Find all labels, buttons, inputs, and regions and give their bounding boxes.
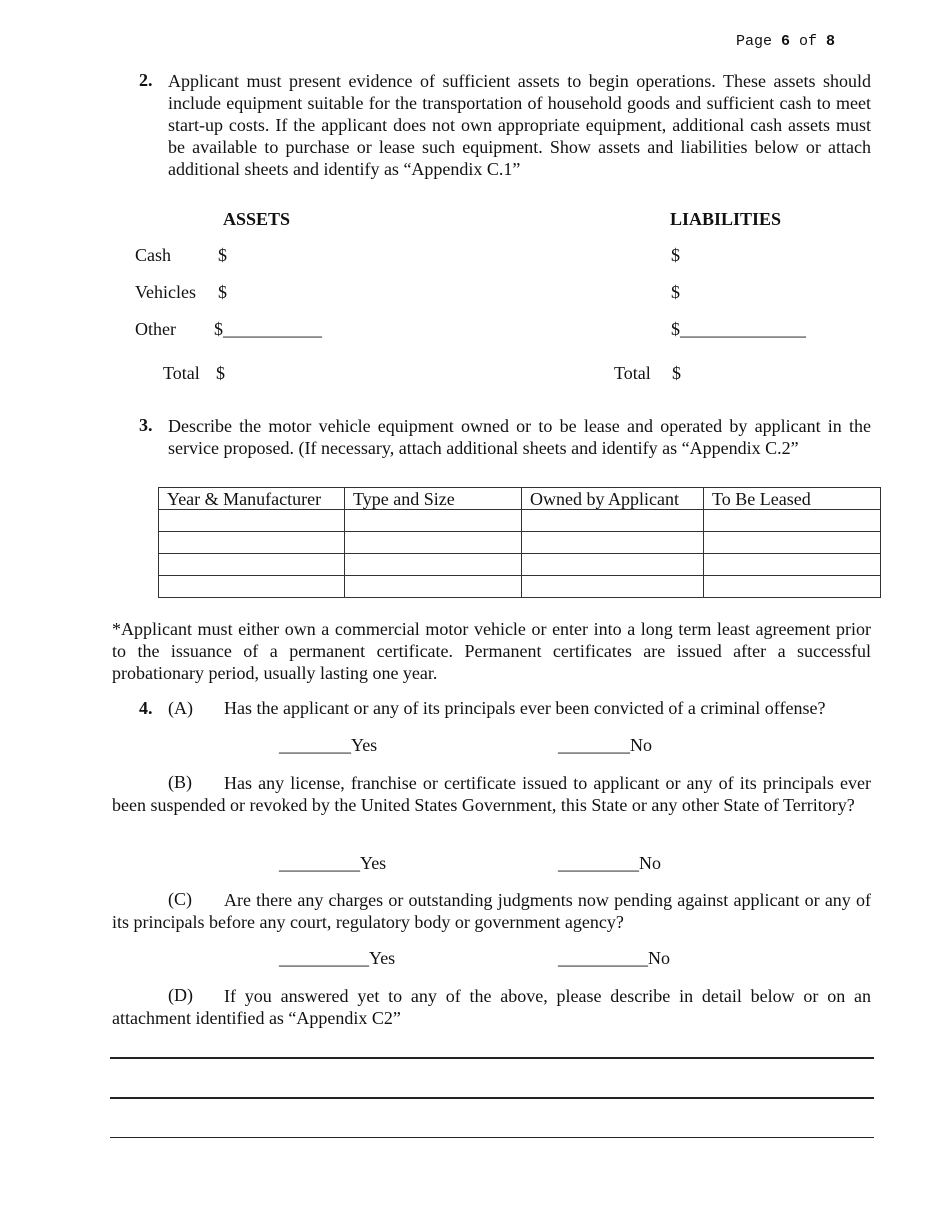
table-cell[interactable] bbox=[704, 576, 881, 598]
section-3-text: Describe the motor vehicle equipment owned or to be lease and operated by applicant in the service proposed. (If necessary, attach additional sheets and identify as “Appendix C.2” bbox=[168, 416, 871, 458]
liabilities-heading: LIABILITIES bbox=[670, 209, 782, 229]
table-row bbox=[159, 576, 881, 598]
table-cell[interactable] bbox=[704, 554, 881, 576]
table-cell[interactable] bbox=[704, 532, 881, 554]
table-row bbox=[159, 532, 881, 554]
table-cell[interactable] bbox=[704, 510, 881, 532]
cash-value-field[interactable]: $ bbox=[218, 245, 227, 265]
question-b-no-field[interactable]: _________No bbox=[558, 853, 661, 873]
liabilities-total-label: Total bbox=[614, 363, 651, 383]
column-header: Owned by Applicant bbox=[522, 488, 704, 510]
question-a-text: Has the applicant or any of its principals ever been convicted of a criminal offense? bbox=[224, 698, 826, 718]
other-value-field[interactable]: $___________ bbox=[214, 319, 322, 339]
table-cell[interactable] bbox=[345, 510, 522, 532]
table-cell[interactable] bbox=[159, 554, 345, 576]
answer-line-2[interactable] bbox=[110, 1097, 874, 1099]
section-2-text: Applicant must present evidence of sufficient assets to begin operations. These assets should include equipment suitable for the transportation of household goods and sufficient cash to meet start-up costs. If the applicant does not own appropriate equipment, additional cash assets must be available to purchase or lease such equipment. Show assets and liabilities below or attach additional sheets and identify as “Appendix C.1” bbox=[168, 71, 871, 179]
table-cell[interactable] bbox=[159, 510, 345, 532]
question-a-no-field[interactable]: ________No bbox=[558, 735, 652, 755]
table-row bbox=[159, 554, 881, 576]
column-header: To Be Leased bbox=[704, 488, 881, 510]
cash-label: Cash bbox=[135, 245, 171, 265]
liability-line-2-field[interactable]: $ bbox=[671, 282, 680, 302]
question-a-yes-field[interactable]: ________Yes bbox=[279, 735, 378, 755]
question-d-text: If you answered yet to any of the above, please describe in detail below or on an attachment identified as “Appendix C2” bbox=[112, 986, 871, 1028]
table-header-row bbox=[159, 488, 881, 510]
question-c-label: (C) bbox=[168, 889, 192, 909]
vehicles-label: Vehicles bbox=[135, 282, 196, 302]
assets-heading: ASSETS bbox=[223, 209, 291, 229]
table-cell[interactable] bbox=[159, 576, 345, 598]
column-header: Year & Manufacturer bbox=[159, 488, 345, 510]
table-cell[interactable] bbox=[159, 532, 345, 554]
equipment-table bbox=[158, 487, 881, 598]
other-label: Other bbox=[135, 319, 176, 339]
liabilities-total-field[interactable]: $ bbox=[672, 363, 681, 383]
answer-line-1[interactable] bbox=[110, 1057, 874, 1059]
section-2-number: 2. bbox=[139, 70, 153, 90]
vehicles-value-field[interactable]: $ bbox=[218, 282, 227, 302]
table-cell[interactable] bbox=[522, 510, 704, 532]
section-4-number: 4. bbox=[139, 698, 153, 718]
assets-total-label: Total bbox=[163, 363, 200, 383]
table-cell[interactable] bbox=[345, 554, 522, 576]
table-cell[interactable] bbox=[345, 576, 522, 598]
table-cell[interactable] bbox=[522, 554, 704, 576]
page-number: Page 6 of 8 bbox=[736, 33, 836, 50]
section-3-number: 3. bbox=[139, 415, 153, 435]
liability-line-3-field[interactable]: $______________ bbox=[671, 319, 806, 339]
ownership-note: *Applicant must either own a commercial motor vehicle or enter into a long term least agreement prior to the issuance of a permanent certificate. Permanent certificates are issued after a successful probationary period, usually lasting one year. bbox=[112, 619, 871, 683]
answer-line-3[interactable] bbox=[110, 1137, 874, 1138]
question-d-label: (D) bbox=[168, 985, 193, 1005]
question-c-yes-field[interactable]: __________Yes bbox=[279, 948, 396, 968]
table-cell[interactable] bbox=[345, 532, 522, 554]
column-header: Type and Size bbox=[345, 488, 522, 510]
question-a-label: (A) bbox=[168, 698, 193, 718]
table-row bbox=[159, 510, 881, 532]
question-b-label: (B) bbox=[168, 772, 192, 792]
question-b-text: Has any license, franchise or certificate issued to applicant or any of its principals ever been suspended or revoked by the United States Government, this State or any other State of Territory? bbox=[112, 773, 871, 815]
table-cell[interactable] bbox=[522, 576, 704, 598]
liability-line-1-field[interactable]: $ bbox=[671, 245, 680, 265]
question-c-no-field[interactable]: __________No bbox=[558, 948, 670, 968]
table-cell[interactable] bbox=[522, 532, 704, 554]
question-b-yes-field[interactable]: _________Yes bbox=[279, 853, 387, 873]
assets-total-field[interactable]: $ bbox=[216, 363, 225, 383]
question-c-text: Are there any charges or outstanding judgments now pending against applicant or any of its principals before any court, regulatory body or government agency? bbox=[112, 890, 871, 932]
